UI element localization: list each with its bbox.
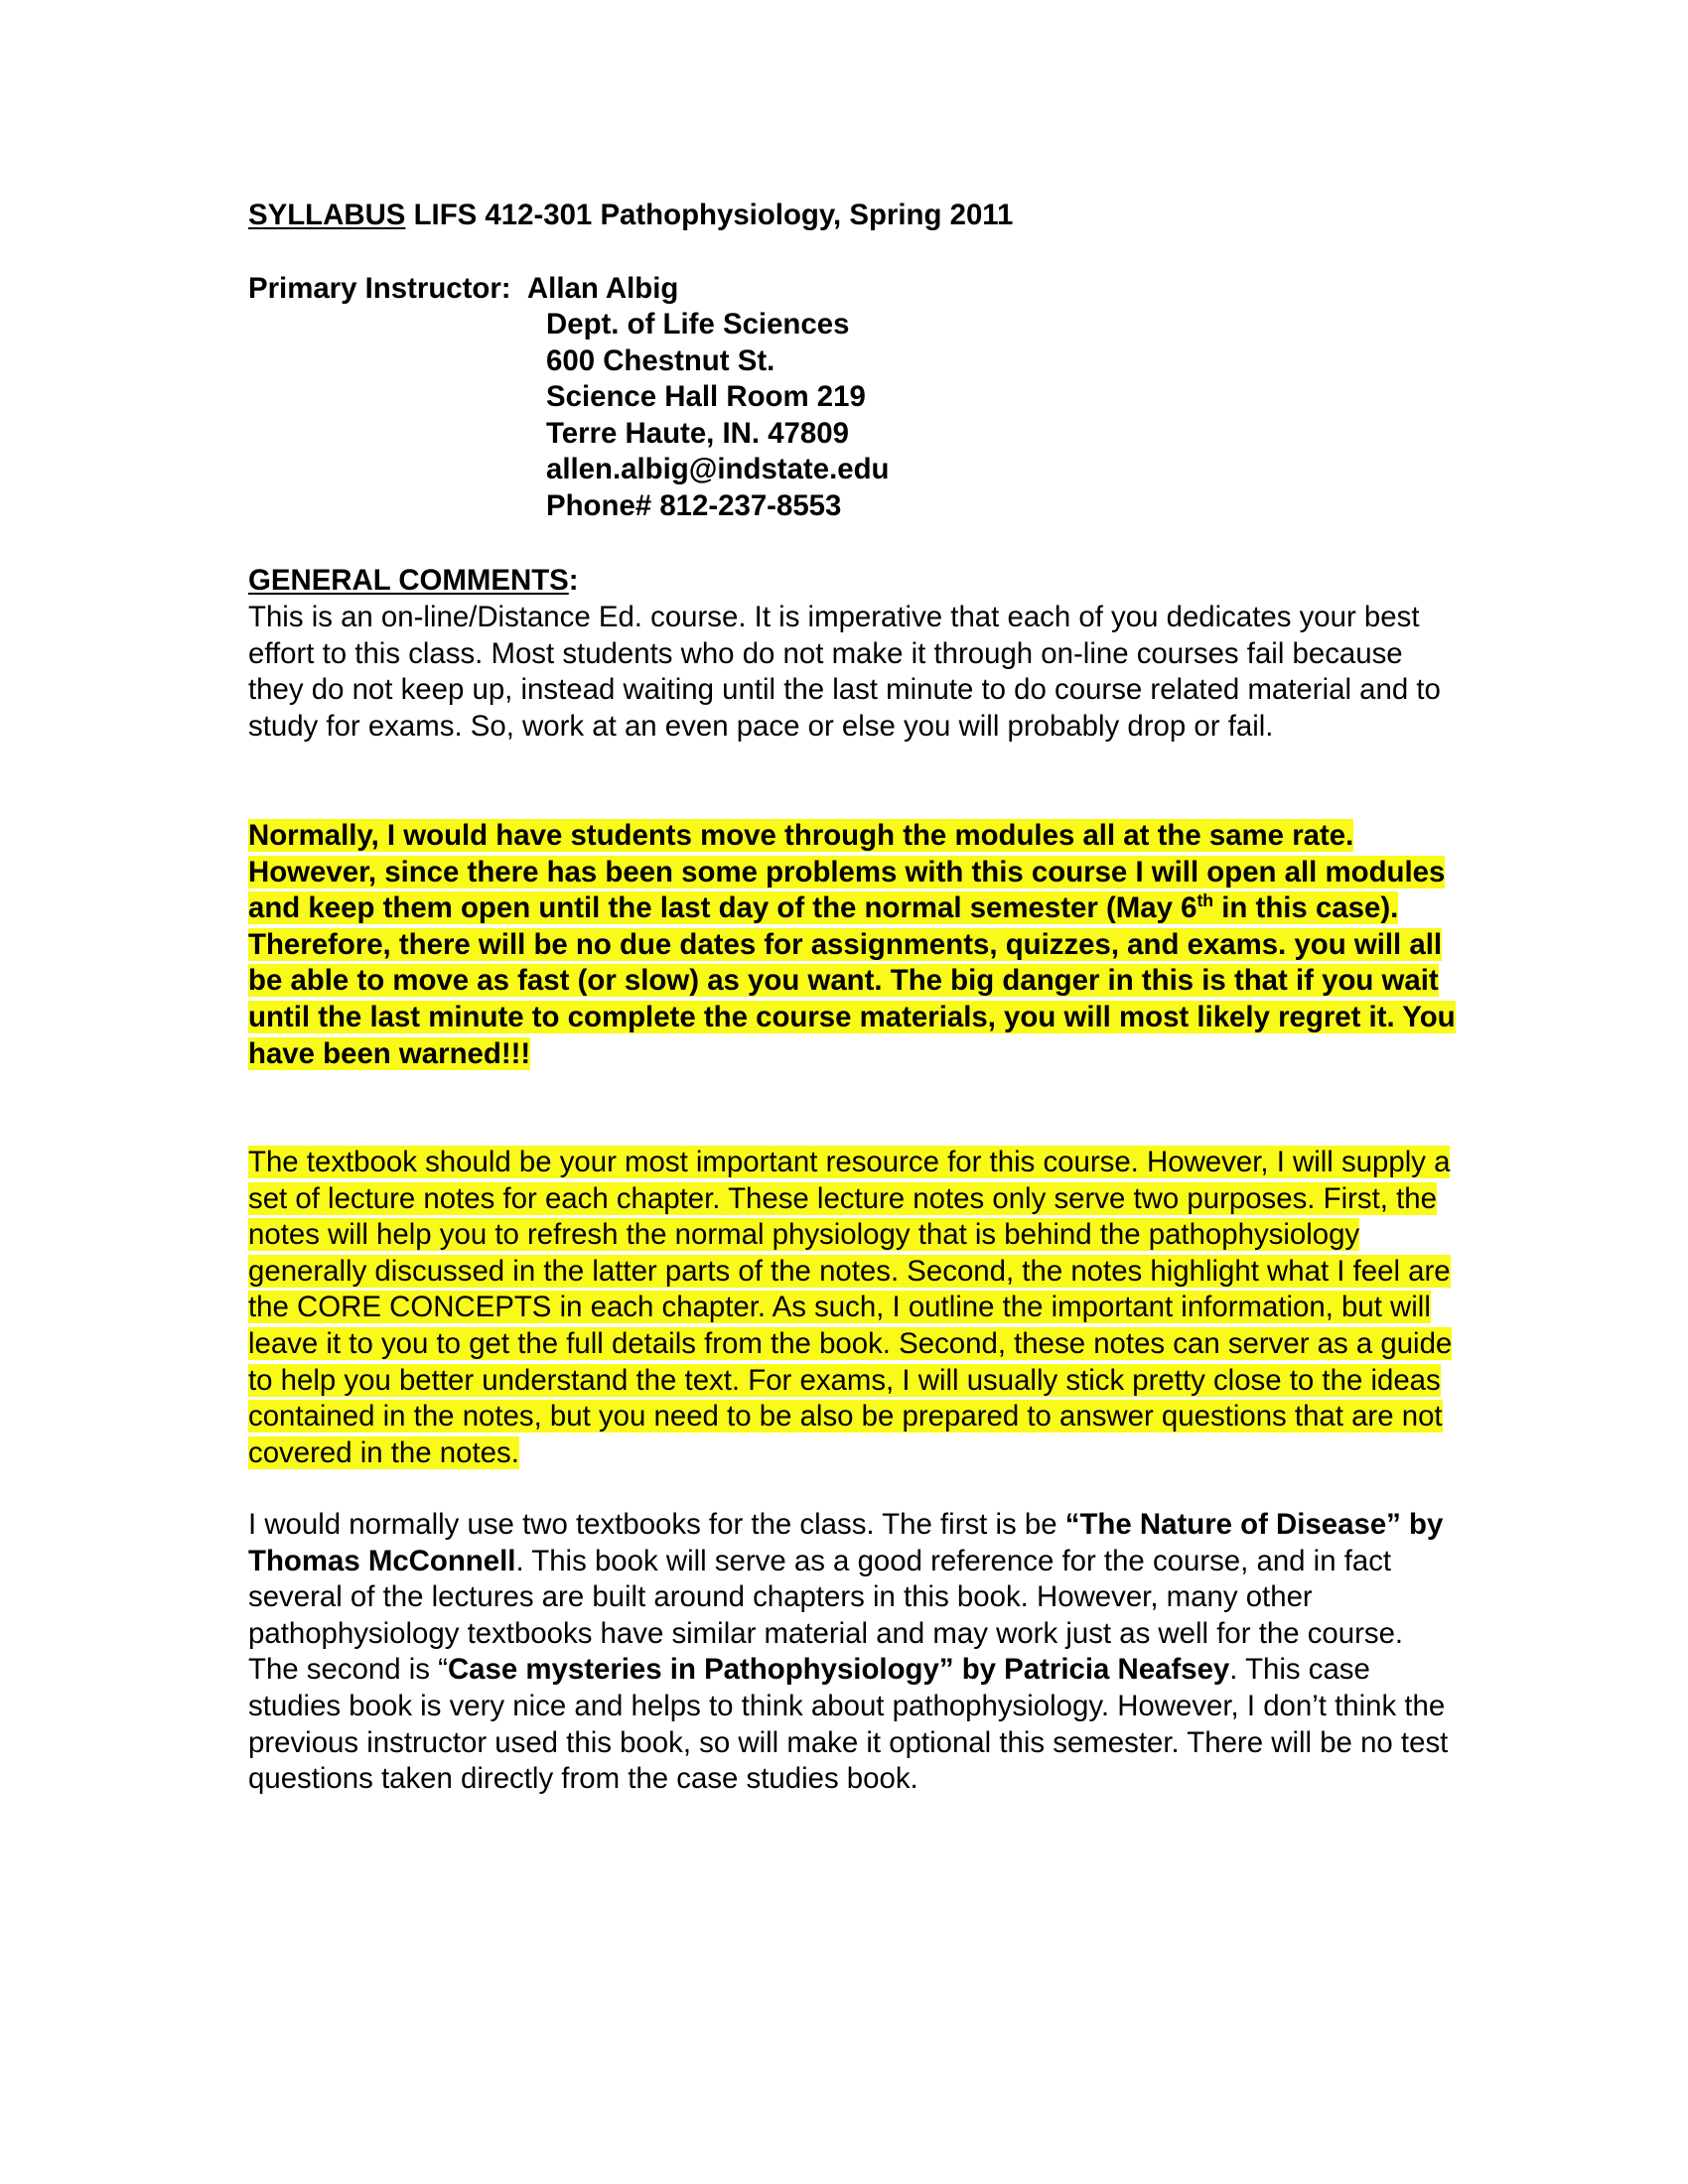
general-comments-heading-colon: :: [568, 564, 579, 597]
address-line-dept: Dept. of Life Sciences: [546, 308, 850, 341]
warning-highlight: [248, 819, 1456, 1070]
general-comments-heading-text: GENERAL COMMENTS: [248, 564, 569, 597]
textbook-note-paragraph: [248, 1145, 1460, 1471]
instructor-label: Primary Instructor:: [248, 272, 527, 305]
warning-text-b: in this case). Therefore, there will be no due dates for assignments, quizzes, and exams. you will all be able to move as fast (or slow) as you want. The big danger in this is that if you wait until the last minute to complete the course materials, you will most likely regret it. You have been warned!!!: [248, 891, 1456, 1070]
instructor-phone: Phone# 812-237-8553: [546, 488, 842, 522]
books-text-1: I would normally use two textbooks for the class. The first is be: [248, 1508, 1065, 1541]
address-line-street: 600 Chestnut St.: [546, 343, 775, 377]
book-title-nature-of-disease: “The Nature of Disease” by Thomas McConnell: [248, 1508, 1444, 1577]
instructor-email: allen.albig@indstate.edu: [546, 453, 890, 486]
textbooks-paragraph: [248, 1507, 1460, 1798]
books-text-2: . This book will serve as a good reference for the course, and in fact several of the lectures are built around chapters in this book. However, many other pathophysiology textbooks have similar material and may work just as well for the course. The second is “: [248, 1544, 1404, 1687]
syllabus-word: SYLLABUS: [248, 199, 406, 231]
book-title-case-mysteries: Case mysteries in Pathophysiology” by Patricia Neafsey: [447, 1653, 1230, 1687]
books-text-3: . This case studies book is very nice and helps to think about pathophysiology. However, I don’t think the previous instructor used this book, so will make it optional this semester. There will be no test questions taken directly from the case studies book.: [248, 1653, 1449, 1796]
instructor-address: [546, 307, 889, 525]
address-line-city: Terre Haute, IN. 47809: [546, 416, 849, 450]
general-comments-intro: This is an on-line/Distance Ed. course. It is imperative that each of you dedicates your best effort to this class. Most students who do not make it through on-line courses fail because they do not keep up, instead waiting until the last minute to do course related material and to study for exams. So, work at an even pace or else you will probably drop or fail.: [248, 601, 1441, 743]
warning-superscript: th: [1196, 890, 1214, 911]
course-title: LIFS 412-301 Pathophysiology, Spring 2011: [405, 199, 1014, 231]
instructor-name: Allan Albig: [526, 272, 679, 305]
general-comments-heading: [248, 563, 1460, 600]
textbook-note-highlight: The textbook should be your most important resource for this course. However, I will supply a set of lecture notes for each chapter. These lecture notes only serve two purposes. First, the notes will help you to refresh the normal physiology that is behind the pathophysiology generally discussed in the latter parts of the notes. Second, the notes highlight what I feel are the CORE CONCEPTS in each chapter. As such, I outline the important information, but will leave it to you to get the full details from the book. Second, these notes can server as a guide to help you better understand the text. For exams, I will usually stick pretty close to the ideas contained in the notes, but you need to be also be prepared to answer questions that are not covered in the notes.: [248, 1146, 1453, 1469]
instructor-line: [248, 271, 1460, 308]
syllabus-title: [248, 198, 1460, 234]
warning-text-a: Normally, I would have students move through the modules all at the same rate. However, since there has been some problems with this course I will open all modules and keep them open until the last day of the normal semester (May 6: [248, 819, 1446, 925]
warning-paragraph: [248, 818, 1460, 1072]
address-line-room: Science Hall Room 219: [546, 380, 866, 414]
